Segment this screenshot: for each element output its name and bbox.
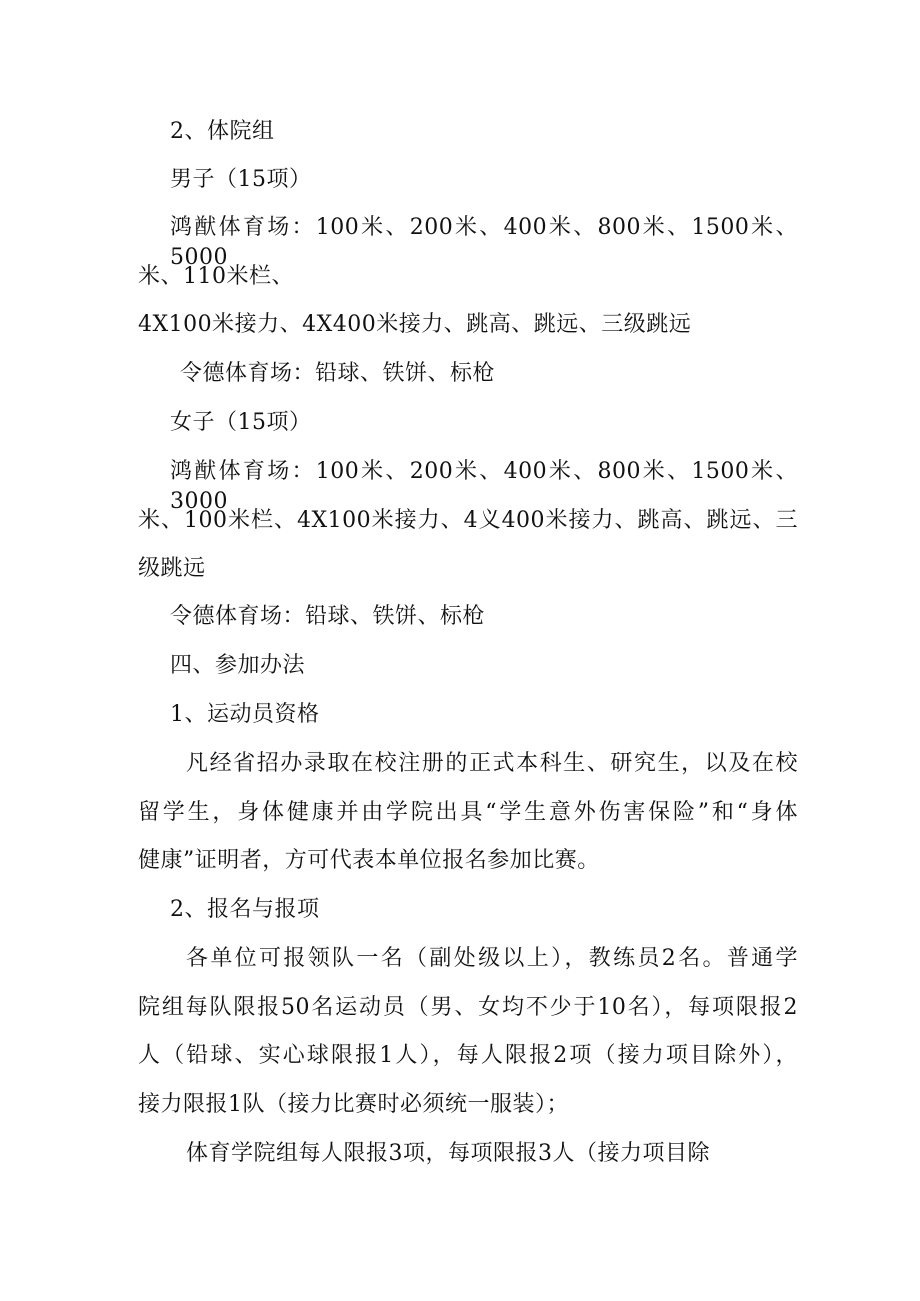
sub2-paragraph-line1: 各单位可报领队一名（副处级以上），教练员2名。普通学: [186, 946, 798, 971]
part4-heading: 四、参加办法: [170, 653, 306, 678]
women-heading: 女子（15项）: [170, 410, 312, 435]
sub1-paragraph-line3: 健康”证明者，方可代表本单位报名参加比赛。: [138, 848, 600, 873]
sub2-paragraph-line2: 院组每队限报50名运动员（男、女均不少于10名），每项限报2: [138, 995, 798, 1020]
men-venue1-line2: 米、110米栏、: [138, 264, 294, 289]
men-venue1-line1: 鸿猷体育场：100米、200米、400米、800米、1500米、5000: [170, 215, 798, 270]
section-heading: 2、体院组: [170, 119, 275, 144]
women-venue2: 令德体育场：铅球、铁饼、标枪: [170, 604, 486, 629]
women-venue1-line1: 鸿猷体育场：100米、200米、400米、800米、1500米、3000: [170, 459, 798, 514]
sub1-paragraph-line2: 留学生，身体健康并由学院出具“学生意外伤害保险”和“身体: [138, 800, 798, 825]
sub2-heading: 2、报名与报项: [170, 897, 320, 922]
sub2-paragraph-line4: 接力限报1队（接力比赛时必须统一服装）；: [138, 1092, 569, 1117]
sub2-paragraph-line3: 人（铅球、实心球限报1人），每人限报2项（接力项目除外），: [138, 1043, 798, 1068]
sub1-heading: 1、运动员资格: [170, 702, 320, 727]
women-venue1-line2: 米、100米栏、4X100米接力、4义400米接力、跳高、跳远、三: [138, 508, 798, 533]
men-venue2: 令德体育场：铅球、铁饼、标枪: [180, 361, 496, 386]
women-venue1-line3: 级跳远: [138, 556, 206, 581]
men-venue1-line3: 4X100米接力、4X400米接力、跳高、跳远、三级跳远: [138, 312, 692, 337]
sub1-paragraph-line1: 凡经省招办录取在校注册的正式本科生、研究生，以及在校: [186, 751, 798, 776]
sub2-paragraph-line5: 体育学院组每人限报3项，每项限报3人（接力项目除: [186, 1141, 710, 1166]
men-heading: 男子（15项）: [170, 167, 312, 192]
